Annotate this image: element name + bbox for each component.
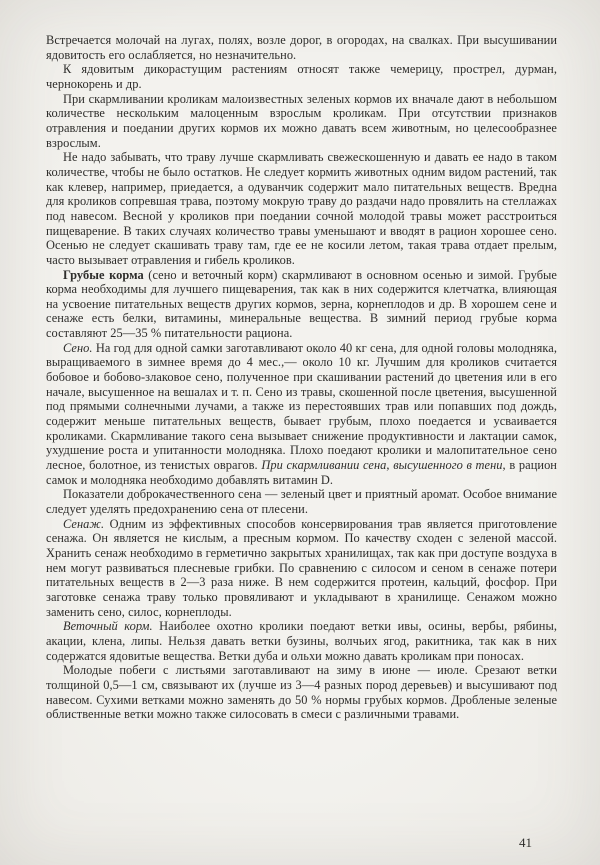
text-run: К ядовитым дикорастущим растениям относят также чемерицу, прострел, дурман, чернокорень и др. — [46, 62, 557, 91]
paragraph — [46, 663, 557, 722]
italic-run: Сенаж. — [63, 516, 105, 531]
paragraph — [46, 517, 557, 620]
paragraph — [46, 487, 557, 516]
page-text — [46, 33, 557, 722]
bold-run: Грубые корма — [63, 267, 144, 282]
paragraph — [46, 150, 557, 267]
paragraph — [46, 619, 557, 663]
text-run: Не надо забывать, что траву лучше скармливать свежескошенную и давать ее надо в таком количестве, чтобы не было остатков. Не следует кормить животных одним видом растений, так как клевер, например, приедается, а одуванчик содержит мало питательных веществ. Вредна для кроликов сопревшая трава, поэтому мокрую траву до раздачи надо провялить на стеллажах под навесом. Весной у кроликов при поедании сочной молодой травы может расстроиться пищеварение. В таких случаях количество травы уменьшают и вводят в рацион хорошее сено. Осенью не следует скашивать траву там, где ее не косили летом, такая трава отдает прелым, часто вызывает отравления и гибель кроликов. — [46, 150, 557, 267]
text-run: Одним из эффективных способов консервирования трав является приготовление сенажа. Он является не кислым, а пресным кормом. По качеству сходен с зеленой массой. Хранить сенаж необходимо в герметично закрытых хранилищах, так как при доступе воздуха в нем могут развиваться плесневые грибки. По сравнению с силосом и сеном в сенаже потери питательных веществ в 2—3 раза ниже. В нем содержится протеин, кальций, фосфор. При заготовке сенажа траву только провяливают и укладывают в хранилище. Сенажом можно заменить сено, силос, корнеплоды. — [46, 516, 557, 619]
text-run: (сено и веточный корм) скармливают в основном осенью и зимой. Грубые корма необходимы для лучшего пищеварения, так как в них содержится клетчатка, влияющая на усвоение питательных веществ других кормов, зерна, корнеплодов и др. В хорошем сене и сенаже есть белки, витамины, минеральные вещества. В зимний период грубые корма составляют 25—35 % питательности рациона. — [46, 267, 557, 341]
text-run: Встречается молочай на лугах, полях, возле дорог, в огородах, на свалках. При высушивании ядовитость его ослабляется, но незначительно. — [46, 33, 557, 62]
text-run: в рацион самок и молодняка необходимо добавлять витамин D. — [46, 458, 557, 487]
text-run: Молодые побеги с листьями заготавливают на зиму в июне — июле. Срезают ветки толщиной 0,5—1 см, связывают их (лучше из 3—4 разных пород деревьев) и высушивают под навесом. Сухими ветками можно заменять до 50 % нормы грубых кормов. Дробленые зеленые облиственные ветки можно также силосовать в смеси с различными травами. — [46, 663, 557, 722]
paragraph — [46, 92, 557, 151]
italic-run: Веточный корм. — [63, 619, 153, 634]
paragraph — [46, 341, 557, 488]
page-number: 41 — [519, 835, 532, 850]
paragraph — [46, 33, 557, 62]
paragraph — [46, 62, 557, 91]
text-run: Наиболее охотно кролики поедают ветки ивы, осины, вербы, рябины, акации, клена, липы. Нельзя давать ветки бузины, волчьих ягод, ракитника, так как в них содержатся ядовитые вещества. Ветки дуба и ольхи можно давать кроликам при поносах. — [46, 619, 557, 663]
text-run: Показатели доброкачественного сена — зеленый цвет и приятный аромат. Особое внимание следует уделять предохранению сена от плесени. — [46, 487, 557, 516]
paragraph — [46, 268, 557, 341]
text-run: На год для одной самки заготавливают около 40 кг сена, для одной головы молодняка, выращиваемого в зимнее время до 4 мес.,— около 10 кг. Лучшим для кроликов считается бобовое и бобово-злаковое сено, полученное при скашивании растений до цветения или в его начале, высушенное на вешалах и т. п. Сено из травы, скошенной после цветения, высушенной под прямыми солнечными лучами, а также из перестоявших трав или попавших под дождь, содержит меньше питательных веществ, бывает грубым, плохо поедается и усваивается кроликами. Скармливание такого сена вызывает снижение продуктивности и лактации самок, ухудшение роста и упитанности молодняка. Плохо поедают кролики и малопитательное сено лесное, болотное, из тенистых оврагов. — [46, 340, 557, 473]
italic-run: При скармливании сена, высушенного в тени, — [261, 458, 506, 473]
text-run: При скармливании кроликам малоизвестных зеленых кормов их вначале дают в небольшом количестве нескольким малоценным взрослым кроликам. При отсутствии признаков отравления и поедании других кормов их можно давать всем животным, но целесообразнее взрослым. — [46, 91, 557, 150]
italic-run: Сено. — [63, 340, 93, 355]
